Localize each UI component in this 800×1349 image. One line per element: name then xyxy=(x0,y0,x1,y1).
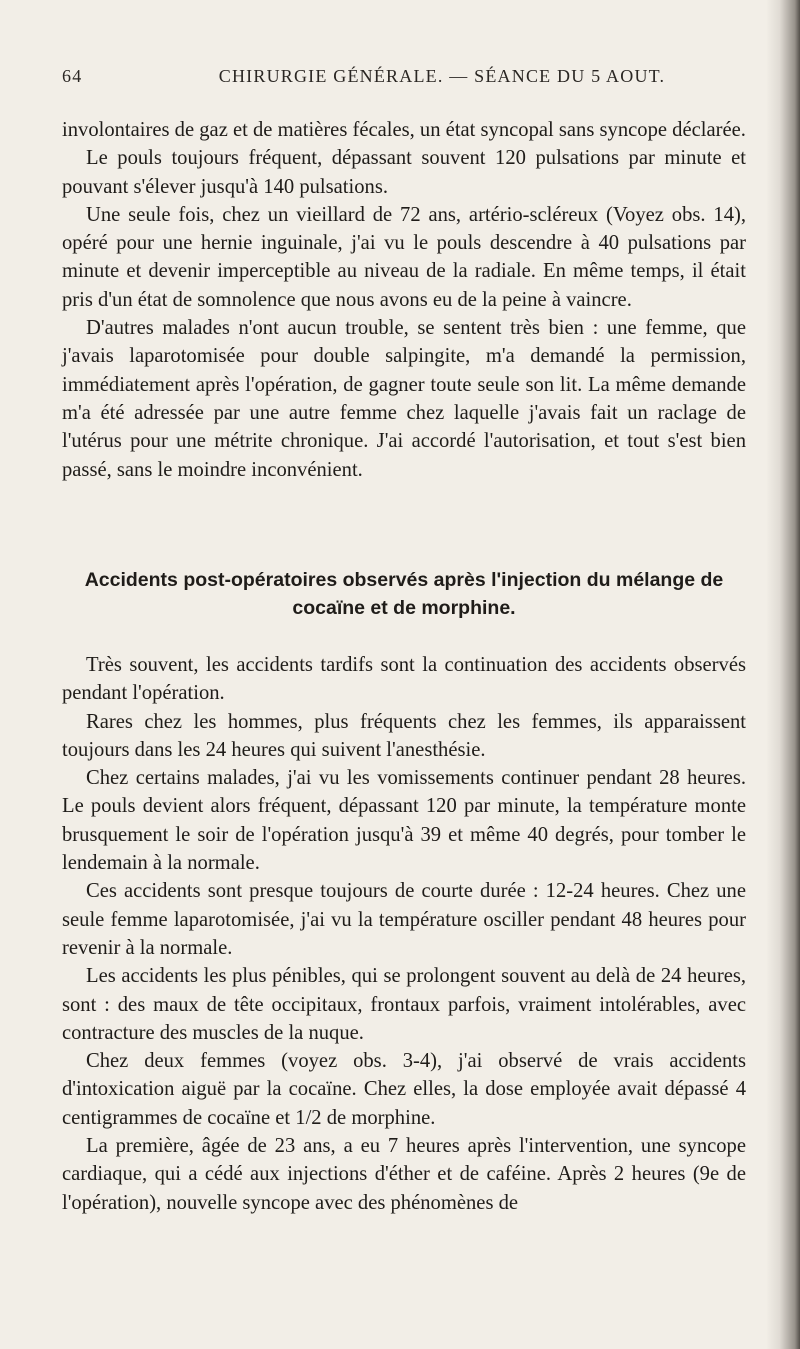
page-number: 64 xyxy=(62,66,83,86)
paragraph: Le pouls toujours fréquent, dépassant souvent 120 pulsations par minute et pouvant s'élever jusqu'à 140 pulsations. xyxy=(62,147,746,198)
paragraph: D'autres malades n'ont aucun trouble, se sentent très bien : une femme, que j'avais laparotomisée pour double salpingite, m'a demandé la permission, immédiatement après l'opération, de gagner toute seule son lit. La même demande m'a été adressée par une autre femme chez laquelle j'avais fait un raclage de l'utérus pour une métrite chronique. J'ai accordé l'autorisation, et tout s'est bien passé, sans le moindre inconvénient. xyxy=(62,317,746,481)
paragraph: Très souvent, les accidents tardifs sont la continuation des accidents observés pendant l'opération. xyxy=(62,654,746,705)
section-heading: Accidents post-opératoires observés après l'injection du mélange de cocaïne et de morphine. xyxy=(84,569,724,619)
paragraph: Chez certains malades, j'ai vu les vomissements continuer pendant 28 heures. Le pouls devient alors fréquent, dépassant 120 par minute, la température monte brusquement le soir de l'opération jusqu'à 39 et même 40 degrés, pour tomber le lendemain à la normale. xyxy=(62,767,746,875)
running-title: CHIRURGIE GÉNÉRALE. — SÉANCE DU 5 AOUT. xyxy=(218,66,666,86)
paragraph: Les accidents les plus pénibles, qui se prolongent souvent au delà de 24 heures, sont : des maux de tête occipitaux, frontaux parfois, vraiment intolérables, avec contracture des muscles de la nuque. xyxy=(62,965,746,1044)
paragraph: Ces accidents sont presque toujours de courte durée : 12-24 heures. Chez une seule femme laparotomisée, j'ai vu la température osciller pendant 48 heures pour revenir à la normale. xyxy=(62,880,746,959)
running-header xyxy=(62,66,742,94)
page-edge-shadow xyxy=(766,0,800,1349)
paragraph: involontaires de gaz et de matières fécales, un état syncopal sans syncope déclarée. xyxy=(62,119,746,141)
paragraph: Rares chez les hommes, plus fréquents chez les femmes, ils apparaissent toujours dans les 24 heures qui suivent l'anesthésie. xyxy=(62,710,746,761)
text-block-top xyxy=(62,116,746,484)
paragraph: La première, âgée de 23 ans, a eu 7 heures après l'intervention, une syncope cardiaque, qui a cédé aux injections d'éther et de caféine. Après 2 heures (9e de l'opération), nouvelle syncope avec des phénomènes de xyxy=(62,1135,746,1214)
text-block-bottom xyxy=(62,651,746,1217)
paragraph: Chez deux femmes (voyez obs. 3-4), j'ai observé de vrais accidents d'intoxication aiguë par la cocaïne. Chez elles, la dose employée avait dépassé 4 centigrammes de cocaïne et 1/2 de morphine. xyxy=(62,1050,746,1129)
paragraph: Une seule fois, chez un vieillard de 72 ans, artério-scléreux (Voyez obs. 14), opéré pour une hernie inguinale, j'ai vu le pouls descendre à 40 pulsations par minute et devenir imperceptible au niveau de la radiale. En même temps, il était pris d'un état de somnolence que nous avons eu de la peine à vaincre. xyxy=(62,203,746,311)
